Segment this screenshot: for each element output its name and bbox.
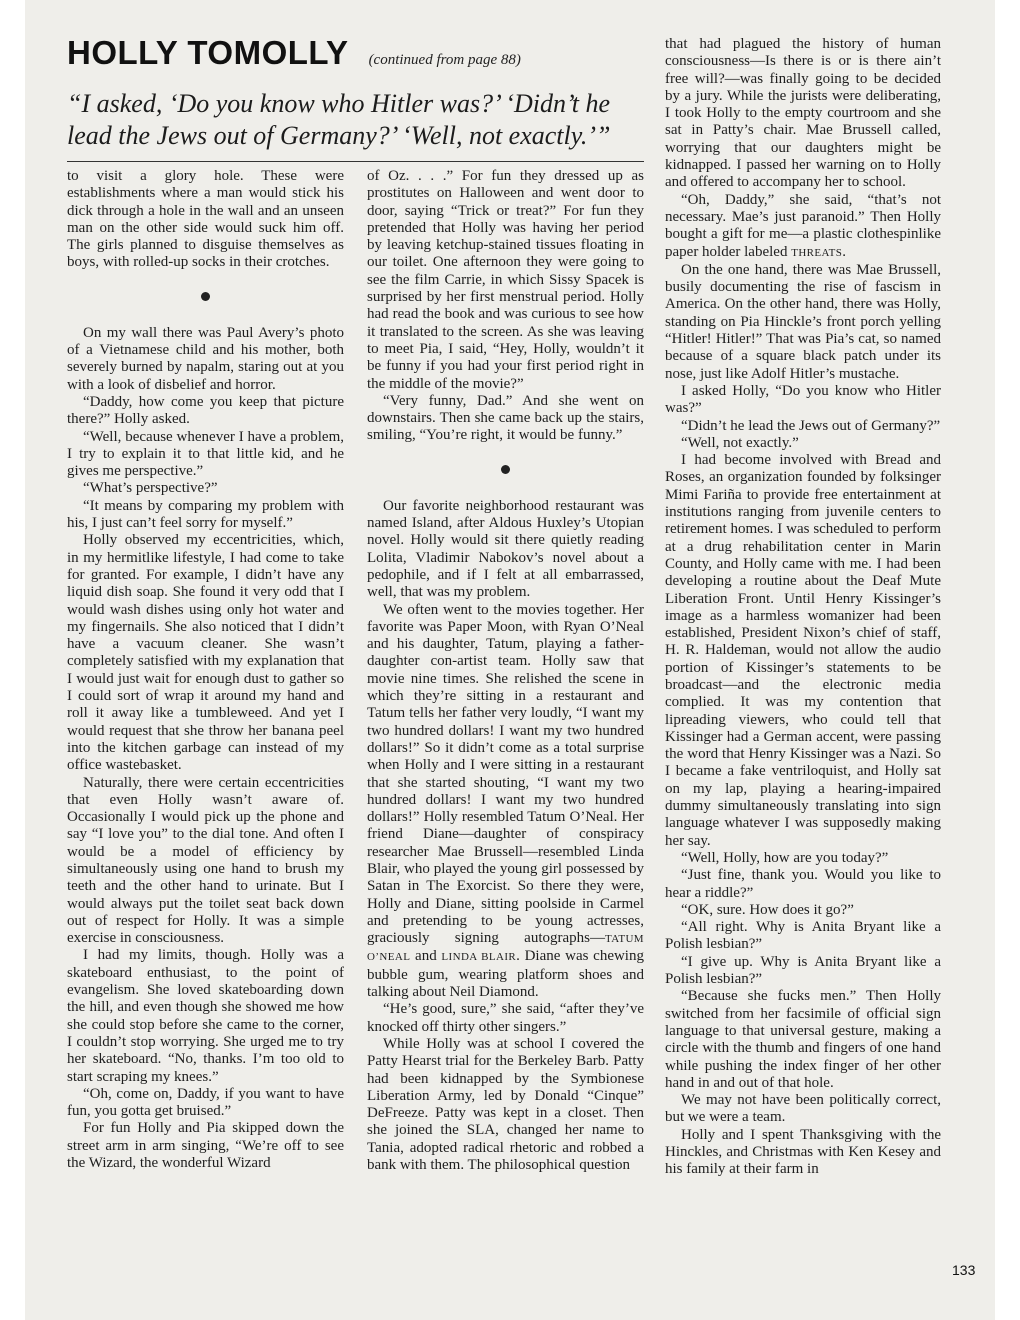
paragraph: “OK, sure. How does it go?”	[681, 901, 854, 918]
paragraph: Naturally, there were certain eccentricities that even Holly wasn’t aware of. Occasionally I would pick up the phone and say “I love you” to the dial tone. And often I would be a model of efficiency by simultaneously using one hand to brush my teeth and the other hand to urinate. But I would always put the toilet seat back down out of respect for Holly. It was a simple exercise in consciousness.	[67, 774, 344, 947]
paragraph: “Very funny, Dad.” And she went on downstairs. Then she came back up the stairs, smiling, “You’re right, it would be funny.”	[367, 392, 644, 444]
paragraph-text: .	[842, 243, 847, 260]
article-header	[67, 34, 627, 74]
paragraph: “Daddy, how come you keep that picture there?” Holly asked.	[67, 393, 344, 428]
paragraph: that had plagued the history of human consciousness—Is there is or is there ain’t free will?—was finally going to be decided by a jury. While the jurists were deliberating, I took Holly to the empty courtroom and she sat in Patty’s chair. Mae Brussell called, worrying that our daughters might be kidnapped. I passed her warning on to Holly and offered to accompany her to school.	[665, 36, 941, 191]
text-column-2	[367, 168, 644, 1278]
paragraph: We may not have been politically correct, but we were a team.	[665, 1092, 941, 1126]
paragraph: “Just fine, thank you. Would you like to hear a riddle?”	[665, 867, 941, 901]
page-number: 133	[952, 1262, 976, 1278]
article-title: HOLLY TOMOLLY	[67, 34, 349, 71]
section-bullet	[201, 292, 210, 301]
paragraph: “What’s perspective?”	[83, 480, 218, 497]
paragraph: “Didn’t he lead the Jews out of Germany?”	[681, 417, 941, 434]
paragraph: While Holly was at school I covered the Patty Hearst trial for the Berkeley Barb. Patty had been kidnapped by the Symbionese Liberation Army, led by Donald “Cinque” DeFreeze. Patty was kept in a closet. Then she joined the SLA, changed her name to Tania, adopted radical rhetoric and robbed a bank with them. The philosophical question	[367, 1035, 644, 1174]
paragraph	[665, 192, 941, 262]
paragraph: “All right. Why is Anita Bryant like a Polish lesbian?”	[665, 919, 941, 953]
paragraph: “I give up. Why is Anita Bryant like a Polish lesbian?”	[665, 953, 941, 988]
paragraph: “It means by comparing my problem with his, I just can’t feel sorry for myself.”	[67, 497, 344, 532]
continued-note: (continued from page 88)	[368, 52, 521, 68]
small-caps-name: LINDA BLAIR	[441, 951, 517, 964]
paragraph: “He’s good, sure,” she said, “after they’ve knocked off thirty other singers.”	[367, 1001, 644, 1035]
text-column-3	[665, 36, 941, 1280]
paragraph: “Because she fucks men.” Then Holly switched from her facsimile of official sign language to that universal gesture, making a circle with the thumb and fingers of one hand while pushing the index finger of her other hand in and out of that hole.	[665, 988, 941, 1091]
paragraph-text: “Oh, Daddy,” she said, “that’s not necessary. Mae’s just paranoid.” Then Holly bought a gift for me—a plastic clothespinlike paper holder labeled	[665, 191, 941, 260]
paragraph-text: . Diane was chewing bubble gum, wearing platform shoes and talking about Neil Diamond.	[367, 948, 644, 1001]
paragraph: I asked Holly, “Do you know who Hitler was?”	[665, 382, 941, 417]
paragraph	[367, 602, 644, 1002]
pull-quote: “I asked, ‘Do you know who Hitler was?’ ‘Didn’t he lead the Jews out of Germany?’ ‘Well, not exactly.’”	[67, 89, 611, 150]
small-caps-label: THREATS	[791, 246, 843, 259]
paragraph-text: We often went to the movies together. Her favorite was Paper Moon, with Ryan O’Neal and his daughter, Tatum, playing a father-daughter con-artist team. Holly saw that movie nine times. She relished the scene in which they’re sitting in a restaurant and Tatum tells her father very loudly, “I want my two hundred dollars! I want my two hundred dollars!” So it didn’t come as a total surprise when Holly and I were sitting in a restaurant that she started shouting, “I want my two hundred dollars! I want my two hundred dollars!” Holly resembled Tatum O’Neal. Her friend Diane—daughter of conspiracy researcher Mae Brussell—resembled Linda Blair, who played the young girl possessed by Satan in The Exorcist. So there they were, Holly and Diane, sitting poolside in Carmel and pretending to be young actresses, graciously signing autographs—	[367, 601, 644, 947]
paragraph: For fun Holly and Pia skipped down the street arm in arm singing, “We’re off to see the Wizard, the wonderful Wizard	[67, 1120, 344, 1172]
paragraph: of Oz. . . .” For fun they dressed up as prostitutes on Halloween and went door to door, saying “Trick or treat?” For fun they pretended that Holly was having her period by leaving ketchup-stained tissues floating in our toilet. One afternoon they were going to see the film Carrie, in which Sissy Spacek is surprised by her first menstrual period. Holly had read the book and was curious to see how it translated to the screen. As she was leaving to meet Pia, I said, “Hey, Holly, wouldn’t it be funny if you had your first period right in the middle of the movie?”	[367, 168, 644, 392]
paragraph: to visit a glory hole. These were establishments where a man would stick his dick through a hole in the wall and an unseen man on the other side would suck him off. The girls planned to disguise themselves as boys, with rolled-up socks in their crotches.	[67, 168, 344, 271]
paragraph: “Oh, come on, Daddy, if you want to have fun, you gotta get bruised.”	[67, 1085, 344, 1120]
paragraph: I had my limits, though. Holly was a skateboard enthusiast, to the point of evangelism. She loved skateboarding down the hill, and even though she showed me how she could stop before she came to the corner, I couldn’t stop worrying. She urged me to try her skateboard. “No, thanks. I’m too old to start scraping my knees.”	[67, 947, 344, 1085]
small-caps-name: TATUM O’NEAL	[367, 933, 644, 964]
paragraph: Holly observed my eccentricities, which, in my hermitlike lifestyle, I had come to take for granted. For example, I didn’t have any liquid dish soap. She found it very odd that I would wash dishes using only hot water and my fingernails. She also noticed that I didn’t have a vacuum cleaner. She wasn’t completely satisfied with my explanation that I would just wait for enough dust to gather so I could sort of wrap it around my hand and roll it away like a tumbleweed. And yet I would request that she throw her banana peel into the kitchen garbage can instead of my office wastebasket.	[67, 532, 344, 774]
text-column-1	[67, 168, 344, 1278]
paragraph: Our favorite neighborhood restaurant was named Island, after Aldous Huxley’s Utopian novel. Holly would sit there quietly reading Lolita, Vladimir Nabokov’s novel about a pedophile, and if I felt at all embarrassed, well, that was my problem.	[367, 497, 644, 601]
paragraph: On the one hand, there was Mae Brussell, busily documenting the rise of fascism in America. On the other hand, there was Holly, standing on Pia Hinckle’s front porch yelling “Hitler! Hitler!” That was Pia’s cat, so named because of a square black patch under its nose, just like Adolf Hitler’s mustache.	[665, 261, 941, 382]
magazine-page	[25, 0, 995, 1320]
paragraph: “Well, Holly, how are you today?”	[681, 849, 889, 866]
pull-quote-rule	[67, 161, 644, 162]
paragraph: “Well, because whenever I have a problem, I try to explain it to that little kid, and he gives me perspective.”	[67, 428, 344, 480]
paragraph-text: and	[410, 948, 442, 965]
section-bullet	[501, 465, 510, 474]
paragraph: On my wall there was Paul Avery’s photo of a Vietnamese child and his mother, both severely burned by napalm, staring out at you with a look of disbelief and horror.	[67, 324, 344, 393]
paragraph: I had become involved with Bread and Roses, an organization founded by folksinger Mimi Fariña to provide free entertainment at institutions ranging from juvenile centers to retirement homes. I was scheduled to perform at a drug rehabilitation center in Marin County, and Holly came with me. I had been developing a routine about the Deaf Mute Liberation Front. Until Henry Kissinger’s image as a harmless womanizer had been established, President Nixon’s chief of staff, H. R. Haldeman, would not allow the audio portion of Kissinger’s statements to be broadcast—and the electronic media complied. It was my contention that lipreading viewers, who could tell that Kissinger had a German accent, were passing the word that Henry Kissinger was a Nazi. So I became a fake ventriloquist, and Holly sat on my lap, playing a hearing-impaired dummy simultaneously translating into sign language whatever I was supposedly making her say.	[665, 452, 941, 849]
paragraph: Holly and I spent Thanksgiving with the Hinckles, and Christmas with Ken Kesey and his family at their farm in	[665, 1126, 941, 1178]
paragraph: “Well, not exactly.”	[681, 434, 799, 451]
